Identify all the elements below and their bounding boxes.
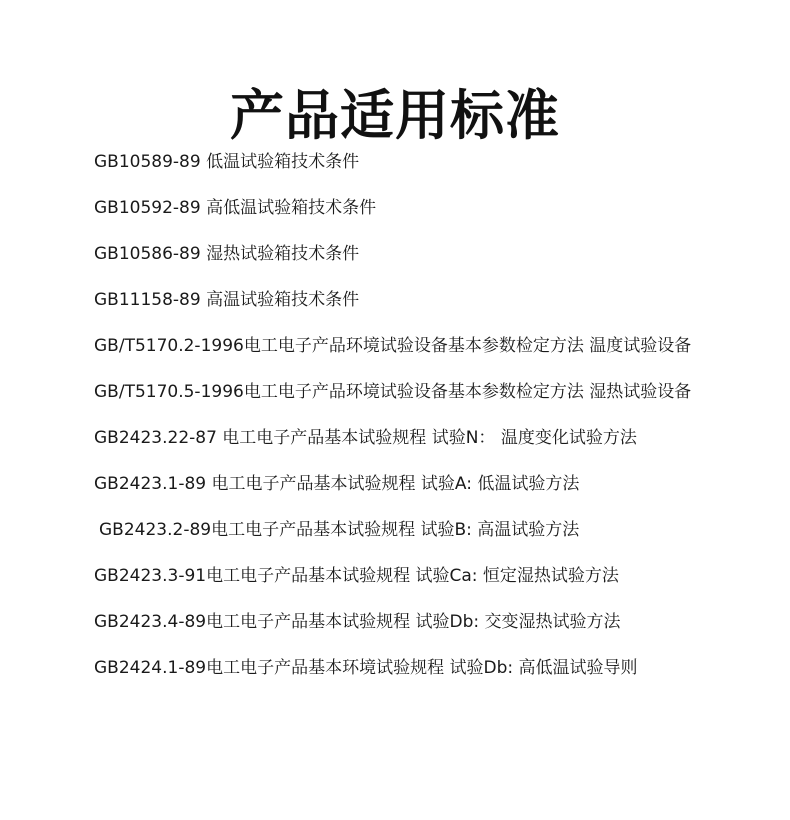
standard-item: GB10589-89 低温试验箱技术条件 (94, 152, 360, 172)
standard-item: GB/T5170.5-1996电工电子产品环境试验设备基本参数检定方法 湿热试验设备 (94, 382, 692, 402)
standards-list (94, 148, 691, 700)
standard-item: GB2423.1-89 电工电子产品基本试验规程 试验A: 低温试验方法 (94, 474, 580, 494)
standard-item: GB10592-89 高低温试验箱技术条件 (94, 198, 377, 218)
standard-item: GB/T5170.2-1996电工电子产品环境试验设备基本参数检定方法 温度试验设备 (94, 336, 692, 356)
standard-item: GB2423.2-89电工电子产品基本试验规程 试验B: 高温试验方法 (99, 520, 580, 540)
standard-item: GB2423.22-87 电工电子产品基本试验规程 试验N： 温度变化试验方法 (94, 428, 637, 448)
standard-item: GB11158-89 高温试验箱技术条件 (94, 290, 360, 310)
standard-item: GB2423.3-91电工电子产品基本试验规程 试验Ca: 恒定湿热试验方法 (94, 566, 619, 586)
standard-item: GB2424.1-89电工电子产品基本环境试验规程 试验Db: 高低温试验导则 (94, 658, 638, 678)
page-title: 产品适用标准 (230, 84, 560, 148)
standard-item: GB10586-89 湿热试验箱技术条件 (94, 244, 360, 264)
standard-item: GB2423.4-89电工电子产品基本试验规程 试验Db: 交变湿热试验方法 (94, 612, 621, 632)
